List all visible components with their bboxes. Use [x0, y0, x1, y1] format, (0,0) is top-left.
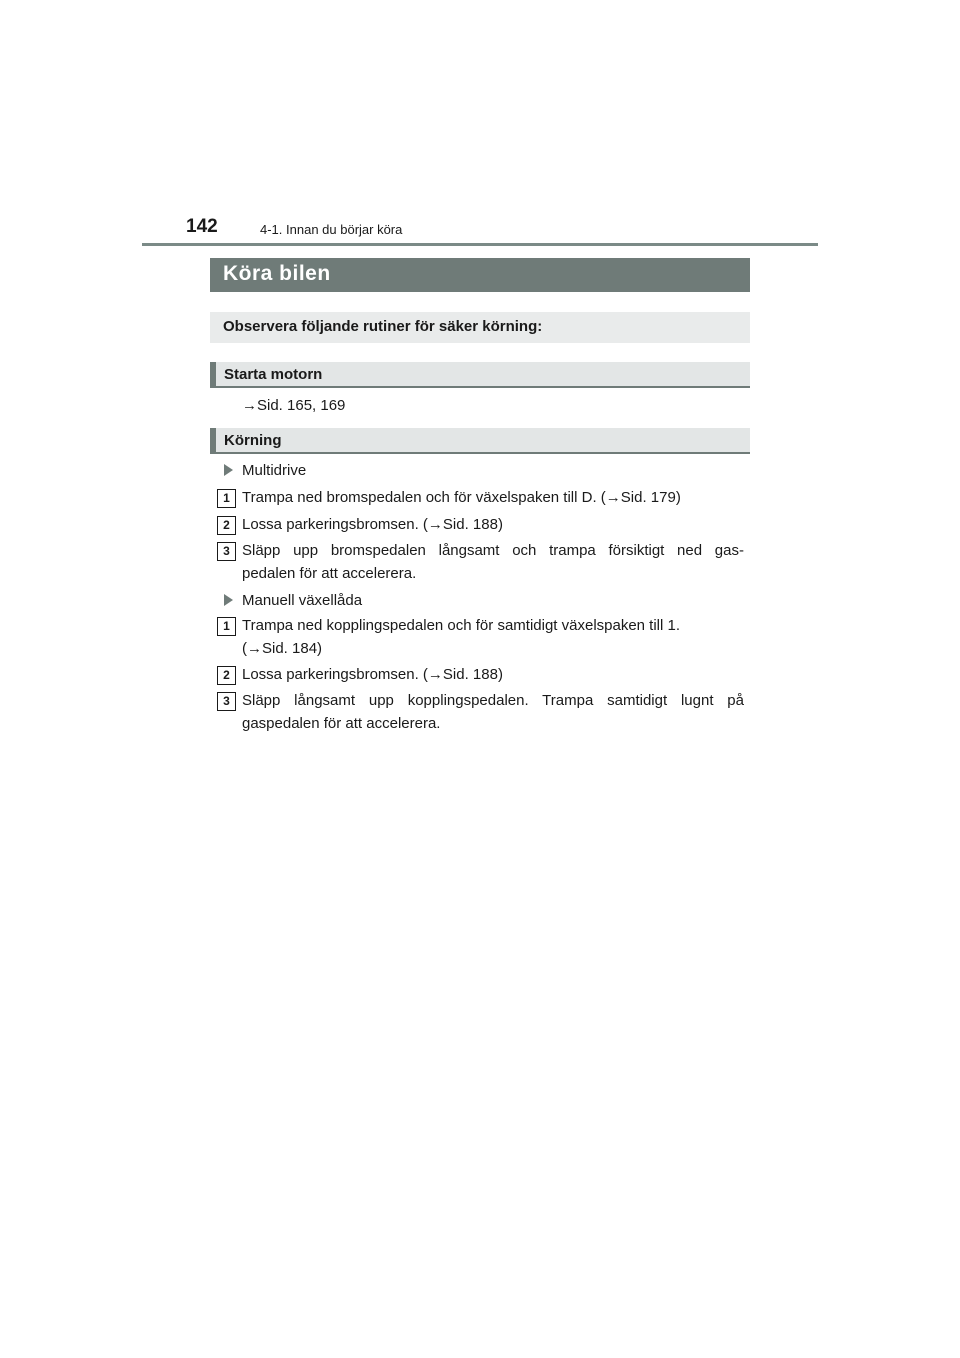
step-text: Trampa ned kopplingspedalen och för samtidigt växelspaken till 1. (→Sid. 184) [242, 617, 681, 657]
running-head: 4-1. Innan du börjar köra [260, 222, 403, 237]
section-accent-bar [210, 362, 216, 386]
step-text: Lossa parkeringsbromsen. (→Sid. 188) [242, 516, 503, 533]
step-number: 1 [217, 617, 236, 636]
start-reference [242, 394, 345, 417]
subheading-label: Manuell växellåda [242, 592, 363, 609]
page-link[interactable]: Sid. 188) [442, 516, 503, 533]
reference-arrow-icon: → [247, 640, 262, 657]
step-text: Släpp långsamt upp kopplingspedalen. Trampa samtidigt lugnt på gaspedalen för att accelerera. [242, 692, 744, 732]
intro-text: Observera följande rutiner för säker körning: [223, 318, 543, 335]
page-number: 142 [186, 216, 218, 237]
intro-box [210, 312, 750, 343]
section-accent-bar [210, 428, 216, 452]
step-number: 2 [217, 516, 236, 535]
page-link[interactable]: Sid. 179) [620, 489, 681, 506]
step-number: 3 [217, 692, 236, 711]
step-text: Lossa parkeringsbromsen. (→Sid. 188) [242, 666, 503, 683]
page-link[interactable]: Sid. 184) [262, 640, 323, 657]
step-text: Trampa ned bromspedalen och för växelspaken till D. (→Sid. 179) [242, 489, 681, 506]
triangle-bullet-icon [224, 464, 233, 476]
page-title: Köra bilen [223, 262, 331, 285]
step-number: 3 [217, 542, 236, 561]
reference-arrow-icon: → [427, 516, 443, 533]
step-number: 2 [217, 666, 236, 685]
reference-arrow-icon: → [605, 489, 621, 506]
subheading-label: Multidrive [242, 462, 307, 479]
subheading-multidrive [224, 459, 306, 482]
section-heading-driving [210, 428, 750, 454]
section-heading-start [210, 362, 750, 388]
reference-arrow-icon: → [242, 397, 257, 414]
reference-arrow-icon: → [427, 666, 443, 683]
page-link[interactable]: Sid. 188) [442, 666, 503, 683]
step-number: 1 [217, 489, 236, 508]
header-rule [142, 243, 818, 246]
section-heading-label: Starta motorn [224, 366, 323, 383]
page-link[interactable]: Sid. 165, 169 [257, 397, 346, 414]
step-text: Släpp upp bromspedalen långsamt och trampa försiktigt ned gas- pedalen för att accelerera. [242, 542, 744, 582]
subheading-manual [224, 589, 362, 612]
page-title-bar [210, 258, 750, 292]
triangle-bullet-icon [224, 594, 233, 606]
section-heading-label: Körning [224, 432, 282, 449]
